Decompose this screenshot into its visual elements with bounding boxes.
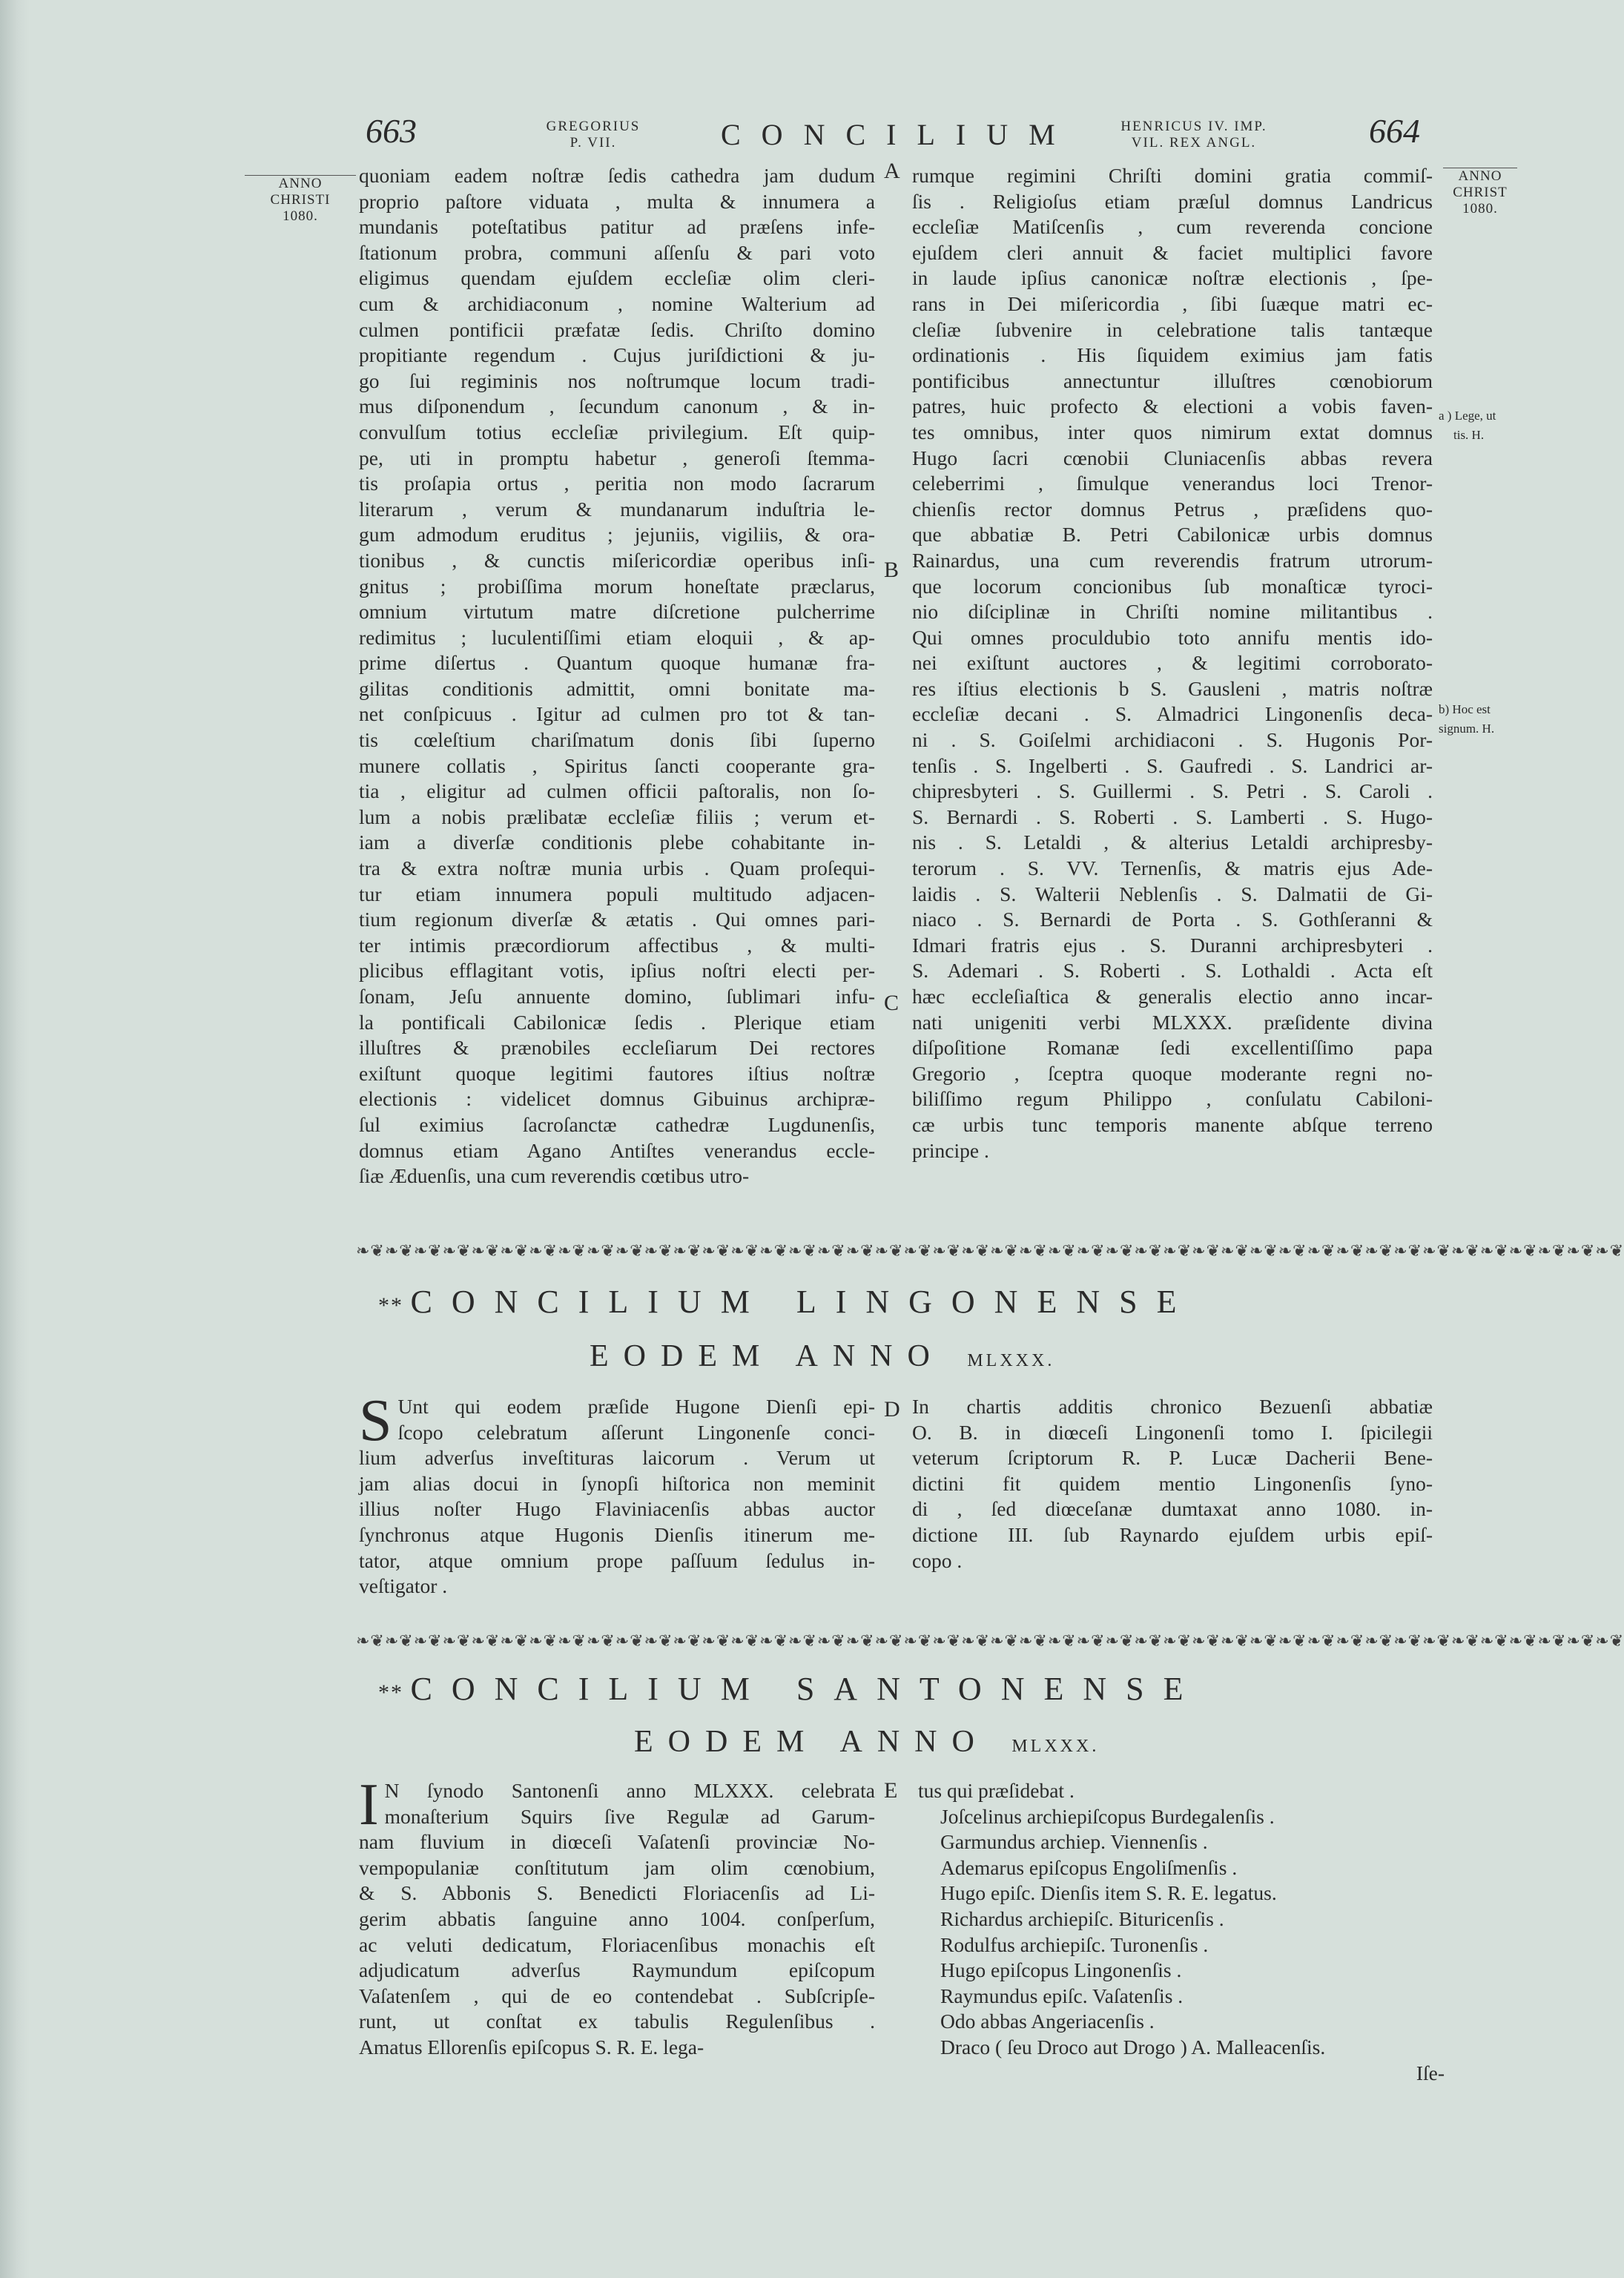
text-line: cum & archidiaconum , nomine Walterium ad — [359, 291, 875, 315]
text-line: nis . S. Letaldi , & alterius Letaldi archipresby- — [912, 831, 1433, 854]
signatory-line: Richardus archiepiſc. Bituricenſis . — [940, 1906, 1224, 1930]
text-line: lium adverſus inveſtituras laicorum . Verum ut — [359, 1446, 875, 1470]
section1-heading: ** CONCILIUM LINGONENSE — [378, 1284, 1196, 1320]
text-line: pe, uti in promptu habetur , generoſi ſtemma- — [359, 446, 875, 469]
text-line: culmen pontificii præfatæ ſedis. Chriſto domino — [359, 317, 875, 341]
text-line: chienſis rector domnus Petrus , præſidens quo- — [912, 497, 1433, 521]
text-line: principe . — [912, 1138, 989, 1162]
section-letter-b: B — [884, 558, 900, 582]
text-line: gnitus ; probiſſima morum honeſtate præclarus, — [359, 574, 875, 598]
text-line: biliſſimo regum Philippo , conſulatu Cabiloni- — [912, 1087, 1433, 1111]
text-line: lum a nobis prælibatæ eccleſiæ filiis ; verum et- — [359, 805, 875, 828]
text-line: mundanis poteſtatibus patitur ad præſens infe- — [359, 215, 875, 239]
text-line: tator, atque omnium prope paſſuum ſedulus in- — [359, 1548, 875, 1572]
text-line: tis proſapia ortus , peritia non modo ſacrarum — [359, 472, 875, 495]
text-line: ſul eximius ſacroſanctæ cathedræ Lugdunenſis, — [359, 1112, 875, 1136]
page-number-right: 664 — [1369, 112, 1420, 150]
text-line: celeberrimi , ſimulque venerandus loci Trenor- — [912, 472, 1433, 495]
text-line: cleſiæ ſubvenire in celebratione talis tantæque — [912, 317, 1433, 341]
text-line: ſtationum probra, communi aſſenſu & pari voto — [359, 240, 875, 264]
text-line: & S. Abbonis S. Benedicti Floriacenſis ad Li- — [359, 1881, 875, 1905]
text-line: quoniam eadem noſtræ ſedis cathedra jam dudum — [359, 164, 875, 187]
margin-note-b: b) Hoc est signum. H. — [1439, 702, 1495, 736]
text-line: gerim abbatis ſanguine anno 1004. conſperſum, — [359, 1906, 875, 1930]
text-line: Rainardus, una cum reverendis fratrum utrorum- — [912, 548, 1433, 572]
section2-subheading: EODEM ANNO MLXXX. — [634, 1725, 1100, 1759]
text-line: tia , eligitur ad culmen officii paſtoralis, non ſo- — [359, 779, 875, 803]
text-line: S. Ademari . S. Roberti . S. Lothaldi . Acta eſt — [912, 959, 1433, 983]
section-letter-e: E — [884, 1778, 898, 1803]
text-line: net conſpicuus . Igitur ad culmen pro tot & tan- — [359, 702, 875, 726]
text-line: ter intimis præcordiorum affectibus , & multi- — [359, 933, 875, 957]
text-line: diſpoſitione Romanæ ſedi excellentiſſimo papa — [912, 1036, 1433, 1060]
text-line: nam fluvium in diœceſi Vaſatenſi provinciæ No- — [359, 1830, 875, 1854]
text-line: gum admodum eruditus ; jejuniis, vigiliis, & ora- — [359, 523, 875, 547]
text-line: pontificibus annectuntur illuſtres cœnobiorum — [912, 369, 1433, 392]
text-line: laidis . S. Walterii Neblenſis . S. Dalmatii de Gi- — [912, 882, 1433, 905]
text-line: hæc eccleſiaſtica & generalis electio anno incar- — [912, 985, 1433, 1008]
section-letter-d: D — [884, 1397, 900, 1422]
text-line: la pontificali Cabilonicæ ſedis . Plerique etiam — [359, 1010, 875, 1034]
page-edge — [0, 0, 30, 2278]
text-line: gilitas conditionis admittit, omni bonitate ma- — [359, 676, 875, 700]
section2-heading: ** CONCILIUM SANTONENSE — [378, 1671, 1203, 1707]
top-left-column — [359, 163, 875, 1189]
signatory-line: Hugo epiſc. Dienſis item S. R. E. legatus. — [940, 1881, 1277, 1905]
text-line: cæ urbis tunc temporis manente abſque terreno — [912, 1112, 1433, 1136]
text-line: Hugo ſacri cœnobii Cluniacenſis abbas revera — [912, 446, 1433, 469]
text-line: ſiæ Æduenſis, una cum reverendis cœtibus utro- — [359, 1164, 750, 1188]
margin-note-a: a ) Lege, ut tis. H. — [1439, 409, 1496, 442]
text-line: illius noſter Hugo Flaviniacenſis abbas auctor — [359, 1497, 875, 1521]
text-line: Unt qui eodem præſide Hugone Dienſi epi- — [397, 1395, 875, 1418]
text-line: ſis . Religioſus etiam præſul domnus Landricus — [912, 189, 1433, 213]
text-line: chipresbyteri . S. Guillermi . S. Petri . S. Caroli . — [912, 779, 1433, 803]
text-line: ac veluti dedicatum, Floriacenſibus monachis eſt — [359, 1932, 875, 1956]
text-line: domnus etiam Agano Antiſtes venerandus eccle- — [359, 1138, 875, 1162]
section2-right-column — [918, 1778, 1445, 2086]
text-line: veterum ſcriptorum R. P. Lucæ Dacherii Bene- — [912, 1446, 1433, 1470]
top-right-column — [912, 163, 1433, 1163]
text-line: ordinationis . His ſiquidem eximius jam fatis — [912, 343, 1433, 367]
text-line: dictini fit quidem mentio Lingonenſis ſyno- — [912, 1471, 1433, 1495]
text-line: Idmari fratris ejus . S. Duranni archipresbyteri . — [912, 933, 1433, 957]
text-line: vempopulaniæ conſtitutum jam olim cœnobium, — [359, 1855, 875, 1879]
text-line: veſtigator . — [359, 1574, 448, 1598]
signatory-line: Garmundus archiep. Viennenſis . — [940, 1830, 1208, 1854]
text-line: rumque regimini Chriſti domini gratia commiſ- — [912, 164, 1433, 187]
text-line: prime diſertus . Quantum quoque humanæ fra- — [359, 651, 875, 675]
section1-right-column — [912, 1394, 1433, 1574]
text-line: eligimus quendam ejuſdem eccleſiæ olim cleri- — [359, 266, 875, 290]
text-line: tur etiam innumera populi multitudo adjacen- — [359, 882, 875, 905]
section-letter-c: C — [884, 991, 900, 1015]
text-line: exiſtunt quoque legitimi fautores iſtius noſtræ — [359, 1061, 875, 1085]
text-line: ſonam, Jeſu annuente domino, ſublimari infu- — [359, 985, 875, 1008]
text-line: monaſterium Squirs ſive Regulæ ad Garum- — [384, 1804, 875, 1828]
text-line: mus diſponendum , ſecundum canonum , & in- — [359, 394, 875, 418]
text-line: ejuſdem cleri annuit & faciet multiplici favore — [912, 240, 1433, 264]
text-line: tis cœleſtium chariſmatum donis ſibi ſuperno — [359, 728, 875, 752]
text-line: rans in Dei miſericordia , ſibi ſuæque matri ec- — [912, 291, 1433, 315]
text-line: Amatus Ellorenſis epiſcopus S. R. E. lega- — [359, 2035, 704, 2059]
running-head-right: HENRICUS IV. IMP. VIL. REX ANGL. — [1120, 119, 1267, 151]
signatory-line: Iſe- — [1416, 2061, 1445, 2084]
text-line: nio diſciplinæ in Chriſti nomine militantibus . — [912, 600, 1433, 624]
section2-left-column: I N ſynodo Santonenſi anno MLXXX. celebrata monaſterium Squirs ſive Regulæ ad Garum- nam fluvium in diœceſi Vaſatenſi provinciæ No- vempopulaniæ conſtitutum jam olim cœnobium, & S. Abbonis S. Benedicti Floriacenſis ad Li- gerim abbatis ſanguine anno 1004. conſperſum, ac veluti dedicatum, Floriacenſibus monachis eſt adjudicatum adverſus Raymundum epiſcopum Vaſatenſem , qui de eo contendebat . Subſcripſe- runt, ut conſtat ex tabulis Regulenſibus . Amatus Ellorenſis epiſcopus S. R. E. lega- — [359, 1778, 875, 2061]
ornament-rule-2: ❧❦❧❦❧❦❧❦❧❦❧❦❧❦❧❦❧❦❧❦❧❦❧❦❧❦❧❦❧❦❧❦❧❦❧❦❧❦❧❦❧❦❧❦❧❦❧❦❧❦❧❦❧❦❧❦❧❦❧❦❧❦❧❦❧❦❧❦❧❦❧❦❧❦❧❦❧❦❧❦❧❦❧❦❧❦❧❦ — [356, 1631, 1624, 1650]
text-line: proprio paſtore viduata , multa & innumera a — [359, 189, 875, 213]
signatory-line: Odo abbas Angeriacenſis . — [940, 2010, 1155, 2033]
running-title: CONCILIUM — [721, 118, 1076, 151]
text-line: illuſtres & prænobiles eccleſiarum Dei rectores — [359, 1036, 875, 1060]
text-line: tes omnibus, inter quos nimirum extat domnus — [912, 420, 1433, 443]
text-line: go ſui regiminis nos noſtrumque locum tradi- — [359, 369, 875, 392]
signatory-line: tus qui præſidebat . — [918, 1779, 1075, 1802]
text-line: ſcopo celebratum aſſerunt Lingonenſe conci- — [397, 1420, 875, 1444]
text-line: di , ſed diœceſanæ dumtaxat anno 1080. in- — [912, 1497, 1433, 1521]
text-line: jam alias docui in ſynopſi hiſtorica non meminit — [359, 1471, 875, 1495]
text-line: N ſynodo Santonenſi anno MLXXX. celebrata — [384, 1779, 875, 1802]
signatory-line: Rodulfus archiepiſc. Turonenſis . — [940, 1932, 1209, 1956]
margin-anno-left: ANNO CHRISTI 1080. — [245, 175, 356, 225]
signatory-line: Hugo epiſcopus Lingonenſis . — [940, 1958, 1182, 1982]
running-head-left: GREGORIUS P. VII. — [546, 119, 641, 151]
text-line: O. B. in diœceſi Lingonenſi tomo I. ſpicilegii — [912, 1420, 1433, 1444]
text-line: plicibus efflagitant votis, ipſius noſtri electi per- — [359, 959, 875, 983]
text-line: runt, ut conſtat ex tabulis Regulenſibus . — [359, 2010, 875, 2033]
text-line: eccleſiæ Matiſcenſis , cum reverenda concione — [912, 215, 1433, 239]
text-line: literarum , verum & mundanarum induſtria le- — [359, 497, 875, 521]
text-line: niaco . S. Bernardi de Porta . S. Gothſeranni & — [912, 908, 1433, 931]
text-line: Qui omnes proculdubio toto annifu mentis ido- — [912, 625, 1433, 649]
text-line: Vaſatenſem , qui de eo contendebat . Subſcripſe- — [359, 1984, 875, 2007]
text-line: convulſum totius eccleſiæ privilegium. Eſt quip- — [359, 420, 875, 443]
page-number-left: 663 — [366, 112, 417, 150]
section-letter-a: A — [884, 159, 900, 183]
text-line: omnium virtutum matre diſcretione pulcherrime — [359, 600, 875, 624]
signatory-line: Raymundus epiſc. Vaſatenſis . — [940, 1984, 1184, 2007]
text-line: patres, huic profecto & electioni a vobis faven- — [912, 394, 1433, 418]
text-line: res iſtius electionis b S. Gausleni , matris noſtræ — [912, 676, 1433, 700]
text-line: eccleſiæ decani . S. Almadrici Lingonenſis deca- — [912, 702, 1433, 726]
text-line: adjudicatum adverſus Raymundum epiſcopum — [359, 1958, 875, 1982]
text-line: in laude ipſius canonicæ noſtræ electionis , ſpe- — [912, 266, 1433, 290]
text-line: munere collatis , Spiritus ſancti cooperante gra- — [359, 753, 875, 777]
text-line: copo . — [912, 1548, 963, 1572]
text-line: tra & extra noſtræ munia urbis . Quam proſequi- — [359, 856, 875, 880]
text-line: iam a diverſæ conditionis plebe cohabitante in- — [359, 831, 875, 854]
ornament-rule-1: ❧❦❧❦❧❦❧❦❧❦❧❦❧❦❧❦❧❦❧❦❧❦❧❦❧❦❧❦❧❦❧❦❧❦❧❦❧❦❧❦❧❦❧❦❧❦❧❦❧❦❧❦❧❦❧❦❧❦❧❦❧❦❧❦❧❦❧❦❧❦❧❦❧❦❧❦❧❦❧❦❧❦❧❦❧❦❧❦ — [356, 1241, 1624, 1260]
section1-subheading: EODEM ANNO MLXXX. — [590, 1339, 1055, 1373]
text-line: que locorum concionibus ſub monaſticæ tyroci- — [912, 574, 1433, 598]
text-line: Gregorio , ſceptra quoque moderante regni no- — [912, 1061, 1433, 1085]
text-line: tionibus , & cunctis miſericordiæ operibus inſi- — [359, 548, 875, 572]
signatory-line: Ademarus epiſcopus Engoliſmenſis . — [940, 1855, 1238, 1879]
text-line: que abbatiæ B. Petri Cabilonicæ urbis domnus — [912, 523, 1433, 547]
text-line: S. Bernardi . S. Roberti . S. Lamberti . S. Hugo- — [912, 805, 1433, 828]
signatory-line: Draco ( ſeu Droco aut Drogo ) A. Malleacenſis. — [940, 2035, 1326, 2059]
text-line: nati unigeniti verbi MLXXX. præſidente divina — [912, 1010, 1433, 1034]
section1-left-column: S Unt qui eodem præſide Hugone Dienſi epi- ſcopo celebratum aſſerunt Lingonenſe conci- lium adverſus inveſtituras laicorum . Verum ut jam alias docui in ſynopſi hiſtorica non meminit illius noſter Hugo Flaviniacenſis abbas auctor ſynchronus atque Hugonis Dienſis itinerum me- tator, atque omnium prope paſſuum ſedulus in- veſtigator . — [359, 1394, 875, 1599]
text-line: dictione III. ſub Raynardo ejuſdem urbis epiſ- — [912, 1522, 1433, 1546]
text-line: In chartis additis chronico Bezuenſi abbatiæ — [912, 1395, 1433, 1418]
text-line: ſynchronus atque Hugonis Dienſis itinerum me- — [359, 1522, 875, 1546]
text-line: ni . S. Goiſelmi archidiaconi . S. Hugonis Por- — [912, 728, 1433, 752]
text-line: propitiante regendum . Cujus juriſdictioni & ju- — [359, 343, 875, 367]
text-line: tium regionum diverſæ & ætatis . Qui omnes pari- — [359, 908, 875, 931]
text-line: electionis : videlicet domnus Gibuinus archipræ- — [359, 1087, 875, 1111]
signatory-line: Joſcelinus archiepiſcopus Burdegalenſis . — [940, 1804, 1275, 1828]
text-line: redimitus ; luculentiſſimi etiam eloquii , & ap- — [359, 625, 875, 649]
text-line: tenſis . S. Ingelberti . S. Gaufredi . S. Landrici ar- — [912, 753, 1433, 777]
text-line: terorum . S. VV. Ternenſis, & matris ejus Ade- — [912, 856, 1433, 880]
margin-anno-right: ANNO CHRIST 1080. — [1443, 168, 1517, 217]
text-line: nei exiſtunt auctores , & legitimi corroborato- — [912, 651, 1433, 675]
